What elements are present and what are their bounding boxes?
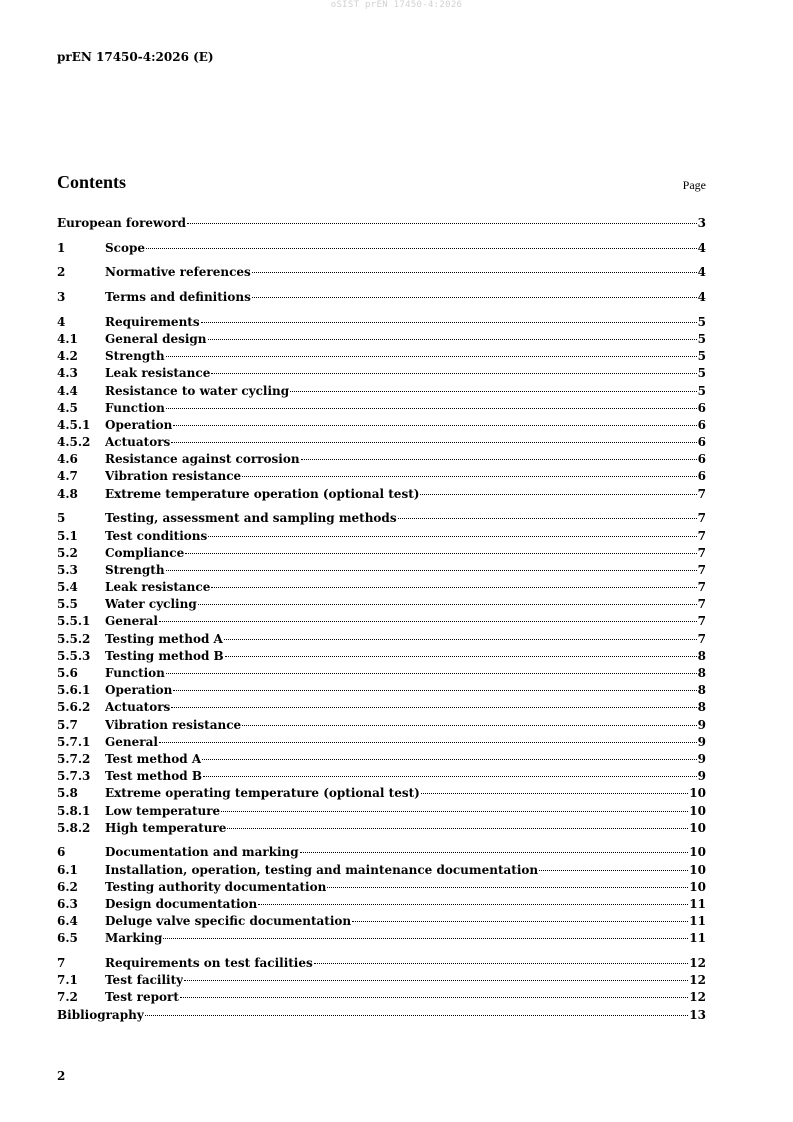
toc-dot-leader — [166, 408, 697, 409]
toc-entry-number: 4.1 — [57, 331, 78, 346]
toc-entry-title: Resistance to water cycling — [105, 383, 290, 398]
toc-entry-number: 1 — [57, 240, 66, 255]
toc-entry-title: Extreme temperature operation (optional test) — [105, 486, 420, 501]
toc-entry-page: 4 — [697, 240, 706, 255]
toc-entry[interactable] — [57, 735, 706, 752]
toc-dot-leader — [173, 425, 696, 426]
toc-dot-leader — [198, 604, 697, 605]
toc-entry-number: 4.4 — [57, 383, 78, 398]
toc-entry-number: 4.2 — [57, 349, 78, 364]
toc-entry-number: 5.6.2 — [57, 700, 91, 715]
toc-entry-title: European foreword — [57, 216, 187, 230]
toc-entry-number: 4.5.2 — [57, 435, 91, 450]
toc-dot-leader — [187, 223, 697, 224]
toc-dot-leader — [227, 828, 688, 829]
toc-entry-title: Test method B — [105, 769, 202, 784]
toc-entry-page: 10 — [689, 845, 706, 860]
toc-entry-number: 5.5 — [57, 597, 78, 612]
toc-entry[interactable] — [57, 1008, 706, 1025]
toc-entry-page: 5 — [697, 366, 706, 381]
toc-entry-title: Test report — [105, 990, 179, 1005]
toc-dot-leader — [180, 997, 688, 998]
toc-entry-page: 7 — [697, 511, 706, 526]
toc-entry[interactable] — [57, 931, 706, 948]
page-column-label: Page — [682, 178, 706, 192]
toc-entry-title: General — [105, 734, 158, 749]
toc-entry-title: Operation — [105, 683, 173, 698]
toc-entry-page: 11 — [689, 931, 706, 946]
toc-entry-number: 5.7.3 — [57, 769, 91, 784]
toc-entry-title: Vibration resistance — [105, 717, 242, 732]
toc-entry-page: 6 — [697, 435, 706, 450]
toc-entry[interactable] — [57, 786, 706, 803]
toc-entry-number: 2 — [57, 265, 66, 280]
toc-entry[interactable] — [57, 804, 706, 821]
toc-entry-page: 6 — [697, 417, 706, 432]
toc-entry-title: Function — [105, 666, 165, 680]
toc-entry-number: 4.3 — [57, 366, 78, 381]
toc-entry[interactable] — [57, 914, 706, 931]
toc-entry-title: Water cycling — [105, 597, 197, 612]
toc-entry[interactable] — [57, 241, 706, 258]
toc-entry[interactable] — [57, 649, 706, 666]
document-id: prEN 17450-4:2026 (E) — [57, 50, 214, 64]
toc-entry-page: 6 — [697, 400, 706, 415]
toc-entry-title: Design documentation — [105, 896, 258, 911]
toc-entry-page: 7 — [697, 597, 706, 612]
toc-entry-page: 12 — [689, 990, 706, 1005]
toc-entry-number: 7.1 — [57, 973, 78, 988]
toc-entry[interactable] — [57, 265, 706, 282]
toc-entry-number: 5.6.1 — [57, 683, 91, 698]
toc-entry-page: 11 — [689, 914, 706, 929]
toc-dot-leader — [301, 459, 697, 460]
toc-entry[interactable] — [57, 597, 706, 614]
toc-entry[interactable] — [57, 349, 706, 366]
toc-entry-number: 5.2 — [57, 545, 78, 560]
toc-entry-title: Requirements — [105, 314, 200, 329]
toc-dot-leader — [221, 811, 688, 812]
toc-entry-page: 12 — [689, 956, 706, 970]
toc-entry[interactable] — [57, 418, 706, 435]
toc-dot-leader — [203, 776, 697, 777]
toc-entry[interactable] — [57, 990, 706, 1007]
toc-entry-number: 4.7 — [57, 469, 78, 484]
toc-entry-page: 5 — [697, 349, 706, 364]
toc-dot-leader — [202, 759, 696, 760]
toc-entry-title: Deluge valve specific documentation — [105, 914, 352, 929]
toc-entry-page: 3 — [697, 216, 706, 230]
toc-entry-page: 9 — [697, 717, 706, 732]
toc-entry-number: 4.8 — [57, 486, 78, 501]
toc-entry-title: Bibliography — [57, 1007, 144, 1022]
toc-entry-number: 5.4 — [57, 580, 78, 595]
toc-entry-page: 9 — [697, 751, 706, 766]
toc-entry-number: 7.2 — [57, 990, 78, 1005]
toc-entry-title: Function — [105, 400, 165, 415]
toc-dot-leader — [224, 639, 697, 640]
toc-entry-page: 10 — [689, 803, 706, 818]
toc-entry-title: Vibration resistance — [105, 469, 242, 484]
toc-entry-number: 6.2 — [57, 879, 78, 894]
toc-entry-number: 5.5.2 — [57, 631, 91, 646]
toc-dot-leader — [300, 852, 689, 853]
toc-entry-title: High temperature — [105, 820, 227, 835]
toc-entry-page: 7 — [697, 528, 706, 543]
toc-entry[interactable] — [57, 563, 706, 580]
toc-entry-number: 4 — [57, 314, 66, 329]
toc-entry[interactable] — [57, 366, 706, 383]
toc-entry-page: 13 — [689, 1007, 706, 1022]
toc-entry-page: 8 — [697, 666, 706, 680]
toc-dot-leader — [258, 904, 688, 905]
toc-entry-number: 5.5.3 — [57, 648, 91, 663]
toc-entry-page: 5 — [697, 314, 706, 329]
toc-entry-title: Extreme operating temperature (optional test) — [105, 786, 420, 801]
toc-entry-page: 10 — [689, 820, 706, 835]
toc-entry-page: 5 — [697, 331, 706, 346]
toc-dot-leader — [252, 297, 697, 298]
toc-entry-number: 4.5.1 — [57, 417, 91, 432]
toc-entry[interactable] — [57, 845, 706, 862]
watermark: oSIST prEN 17450-4:2026 — [330, 0, 463, 10]
toc-dot-leader — [352, 921, 688, 922]
toc-entry-page: 10 — [689, 786, 706, 801]
toc-entry-page: 7 — [697, 580, 706, 595]
toc-dot-leader — [185, 553, 696, 554]
toc-entry-page: 10 — [689, 879, 706, 894]
toc-entry[interactable] — [57, 666, 706, 683]
toc-dot-leader — [166, 570, 697, 571]
toc-entry-number: 7 — [57, 956, 66, 970]
toc-entry[interactable] — [57, 216, 706, 233]
toc-entry-title: Testing, assessment and sampling methods — [105, 511, 397, 526]
toc-entry[interactable] — [57, 718, 706, 735]
toc-entry[interactable] — [57, 546, 706, 563]
toc-entry-title: Testing method A — [105, 631, 223, 646]
toc-entry-title: Actuators — [105, 700, 171, 715]
toc-entry-title: Installation, operation, testing and maintenance documentation — [105, 862, 539, 877]
toc-dot-leader — [159, 621, 697, 622]
toc-dot-leader — [252, 272, 697, 273]
toc-dot-leader — [211, 587, 696, 588]
toc-entry-title: Requirements on test facilities — [105, 956, 313, 970]
toc-dot-leader — [201, 322, 697, 323]
toc-entry-number: 3 — [57, 290, 66, 305]
toc-entry-page: 7 — [697, 614, 706, 629]
toc-entry[interactable] — [57, 769, 706, 786]
toc-entry-number: 6 — [57, 845, 66, 860]
toc-entry-title: Scope — [105, 240, 146, 255]
toc-entry-title: Testing authority documentation — [105, 879, 327, 894]
toc-entry-title: Compliance — [105, 545, 185, 560]
toc-entry-title: Operation — [105, 417, 173, 432]
toc-entry-page: 9 — [697, 769, 706, 784]
toc-entry-page: 4 — [697, 265, 706, 280]
contents-header — [57, 172, 706, 198]
toc-entry-number: 5.1 — [57, 528, 78, 543]
toc-entry-page: 4 — [697, 290, 706, 305]
toc-entry-title: General design — [105, 331, 207, 346]
toc-entry-page: 5 — [697, 383, 706, 398]
toc-entry-page: 8 — [697, 700, 706, 715]
toc-entry[interactable] — [57, 632, 706, 649]
toc-entry-title: Documentation and marking — [105, 845, 299, 860]
toc-entry-title: Leak resistance — [105, 366, 211, 381]
toc-entry-number: 5.3 — [57, 562, 78, 577]
toc-dot-leader — [146, 248, 697, 249]
toc-entry[interactable] — [57, 897, 706, 914]
toc-entry[interactable] — [57, 315, 706, 332]
toc-dot-leader — [420, 494, 696, 495]
toc-entry[interactable] — [57, 683, 706, 700]
toc-entry-title: Strength — [105, 349, 165, 364]
toc-entry[interactable] — [57, 752, 706, 769]
toc-entry[interactable] — [57, 511, 706, 528]
toc-dot-leader — [539, 870, 688, 871]
toc-dot-leader — [327, 887, 688, 888]
toc-entry-title: Test facility — [105, 973, 184, 988]
toc-dot-leader — [166, 356, 697, 357]
toc-dot-leader — [314, 963, 689, 964]
toc-entry[interactable] — [57, 580, 706, 597]
toc-entry[interactable] — [57, 863, 706, 880]
toc-entry-number: 4.6 — [57, 452, 78, 467]
toc-entry-page: 7 — [697, 631, 706, 646]
toc-entry-page: 7 — [697, 562, 706, 577]
toc-entry[interactable] — [57, 290, 706, 307]
toc-dot-leader — [225, 656, 697, 657]
toc-entry[interactable] — [57, 529, 706, 546]
toc-entry-title: Normative references — [105, 265, 251, 280]
toc-dot-leader — [242, 476, 696, 477]
toc-entry-page: 7 — [697, 545, 706, 560]
toc-entry-number: 5.6 — [57, 666, 78, 680]
toc-dot-leader — [242, 725, 696, 726]
toc-entry-title: Terms and definitions — [105, 290, 251, 305]
toc-entry[interactable] — [57, 700, 706, 717]
toc-dot-leader — [145, 1015, 689, 1016]
toc-entry-number: 5.7.1 — [57, 734, 91, 749]
toc-dot-leader — [398, 518, 697, 519]
toc-entry-page: 10 — [689, 862, 706, 877]
toc-entry[interactable] — [57, 332, 706, 349]
toc-entry-title: Resistance against corrosion — [105, 452, 300, 467]
toc-entry-number: 5 — [57, 511, 66, 526]
toc-entry-number: 6.3 — [57, 896, 78, 911]
toc-entry-number: 6.4 — [57, 914, 78, 929]
toc-entry-title: General — [105, 614, 158, 629]
toc-dot-leader — [163, 938, 688, 939]
toc-dot-leader — [159, 742, 697, 743]
toc-entry-number: 5.8 — [57, 786, 78, 801]
toc-entry-number: 6.5 — [57, 931, 78, 946]
toc-entry[interactable] — [57, 973, 706, 990]
toc-entry-number: 6.1 — [57, 862, 78, 877]
toc-entry-page: 6 — [697, 469, 706, 484]
toc-entry-number: 5.8.1 — [57, 803, 91, 818]
toc-entry[interactable] — [57, 469, 706, 486]
table-of-contents — [57, 216, 706, 1025]
toc-entry-number: 5.7 — [57, 717, 78, 732]
toc-entry-page: 11 — [689, 896, 706, 911]
toc-entry[interactable] — [57, 614, 706, 631]
toc-entry-page: 9 — [697, 734, 706, 749]
toc-entry[interactable] — [57, 487, 706, 504]
toc-entry[interactable] — [57, 821, 706, 838]
toc-entry-title: Leak resistance — [105, 580, 211, 595]
toc-dot-leader — [211, 373, 696, 374]
toc-dot-leader — [208, 339, 697, 340]
toc-entry-title: Actuators — [105, 435, 171, 450]
toc-entry[interactable] — [57, 384, 706, 401]
toc-entry-title: Strength — [105, 562, 165, 577]
toc-entry[interactable] — [57, 435, 706, 452]
toc-entry-title: Testing method B — [105, 648, 224, 663]
page-number: 2 — [57, 1069, 66, 1083]
toc-entry-number: 5.7.2 — [57, 751, 91, 766]
toc-entry-page: 7 — [697, 486, 706, 501]
toc-entry[interactable] — [57, 401, 706, 418]
toc-entry-title: Test conditions — [105, 528, 208, 543]
toc-entry[interactable] — [57, 956, 706, 973]
toc-entry[interactable] — [57, 452, 706, 469]
toc-entry-page: 8 — [697, 683, 706, 698]
toc-dot-leader — [184, 980, 688, 981]
toc-entry-title: Marking — [105, 931, 163, 946]
toc-entry-number: 5.8.2 — [57, 820, 91, 835]
toc-dot-leader — [166, 673, 697, 674]
toc-dot-leader — [171, 442, 696, 443]
toc-entry-page: 6 — [697, 452, 706, 467]
toc-entry[interactable] — [57, 880, 706, 897]
toc-dot-leader — [421, 793, 688, 794]
toc-entry-page: 12 — [689, 973, 706, 988]
toc-dot-leader — [290, 391, 696, 392]
toc-entry-number: 4.5 — [57, 400, 78, 415]
toc-dot-leader — [171, 707, 696, 708]
toc-entry-number: 5.5.1 — [57, 614, 91, 629]
toc-entry-page: 8 — [697, 648, 706, 663]
toc-dot-leader — [208, 536, 696, 537]
toc-entry-title: Test method A — [105, 751, 202, 766]
toc-entry-title: Low temperature — [105, 803, 221, 818]
toc-dot-leader — [173, 690, 696, 691]
contents-title: Contents — [57, 172, 127, 192]
